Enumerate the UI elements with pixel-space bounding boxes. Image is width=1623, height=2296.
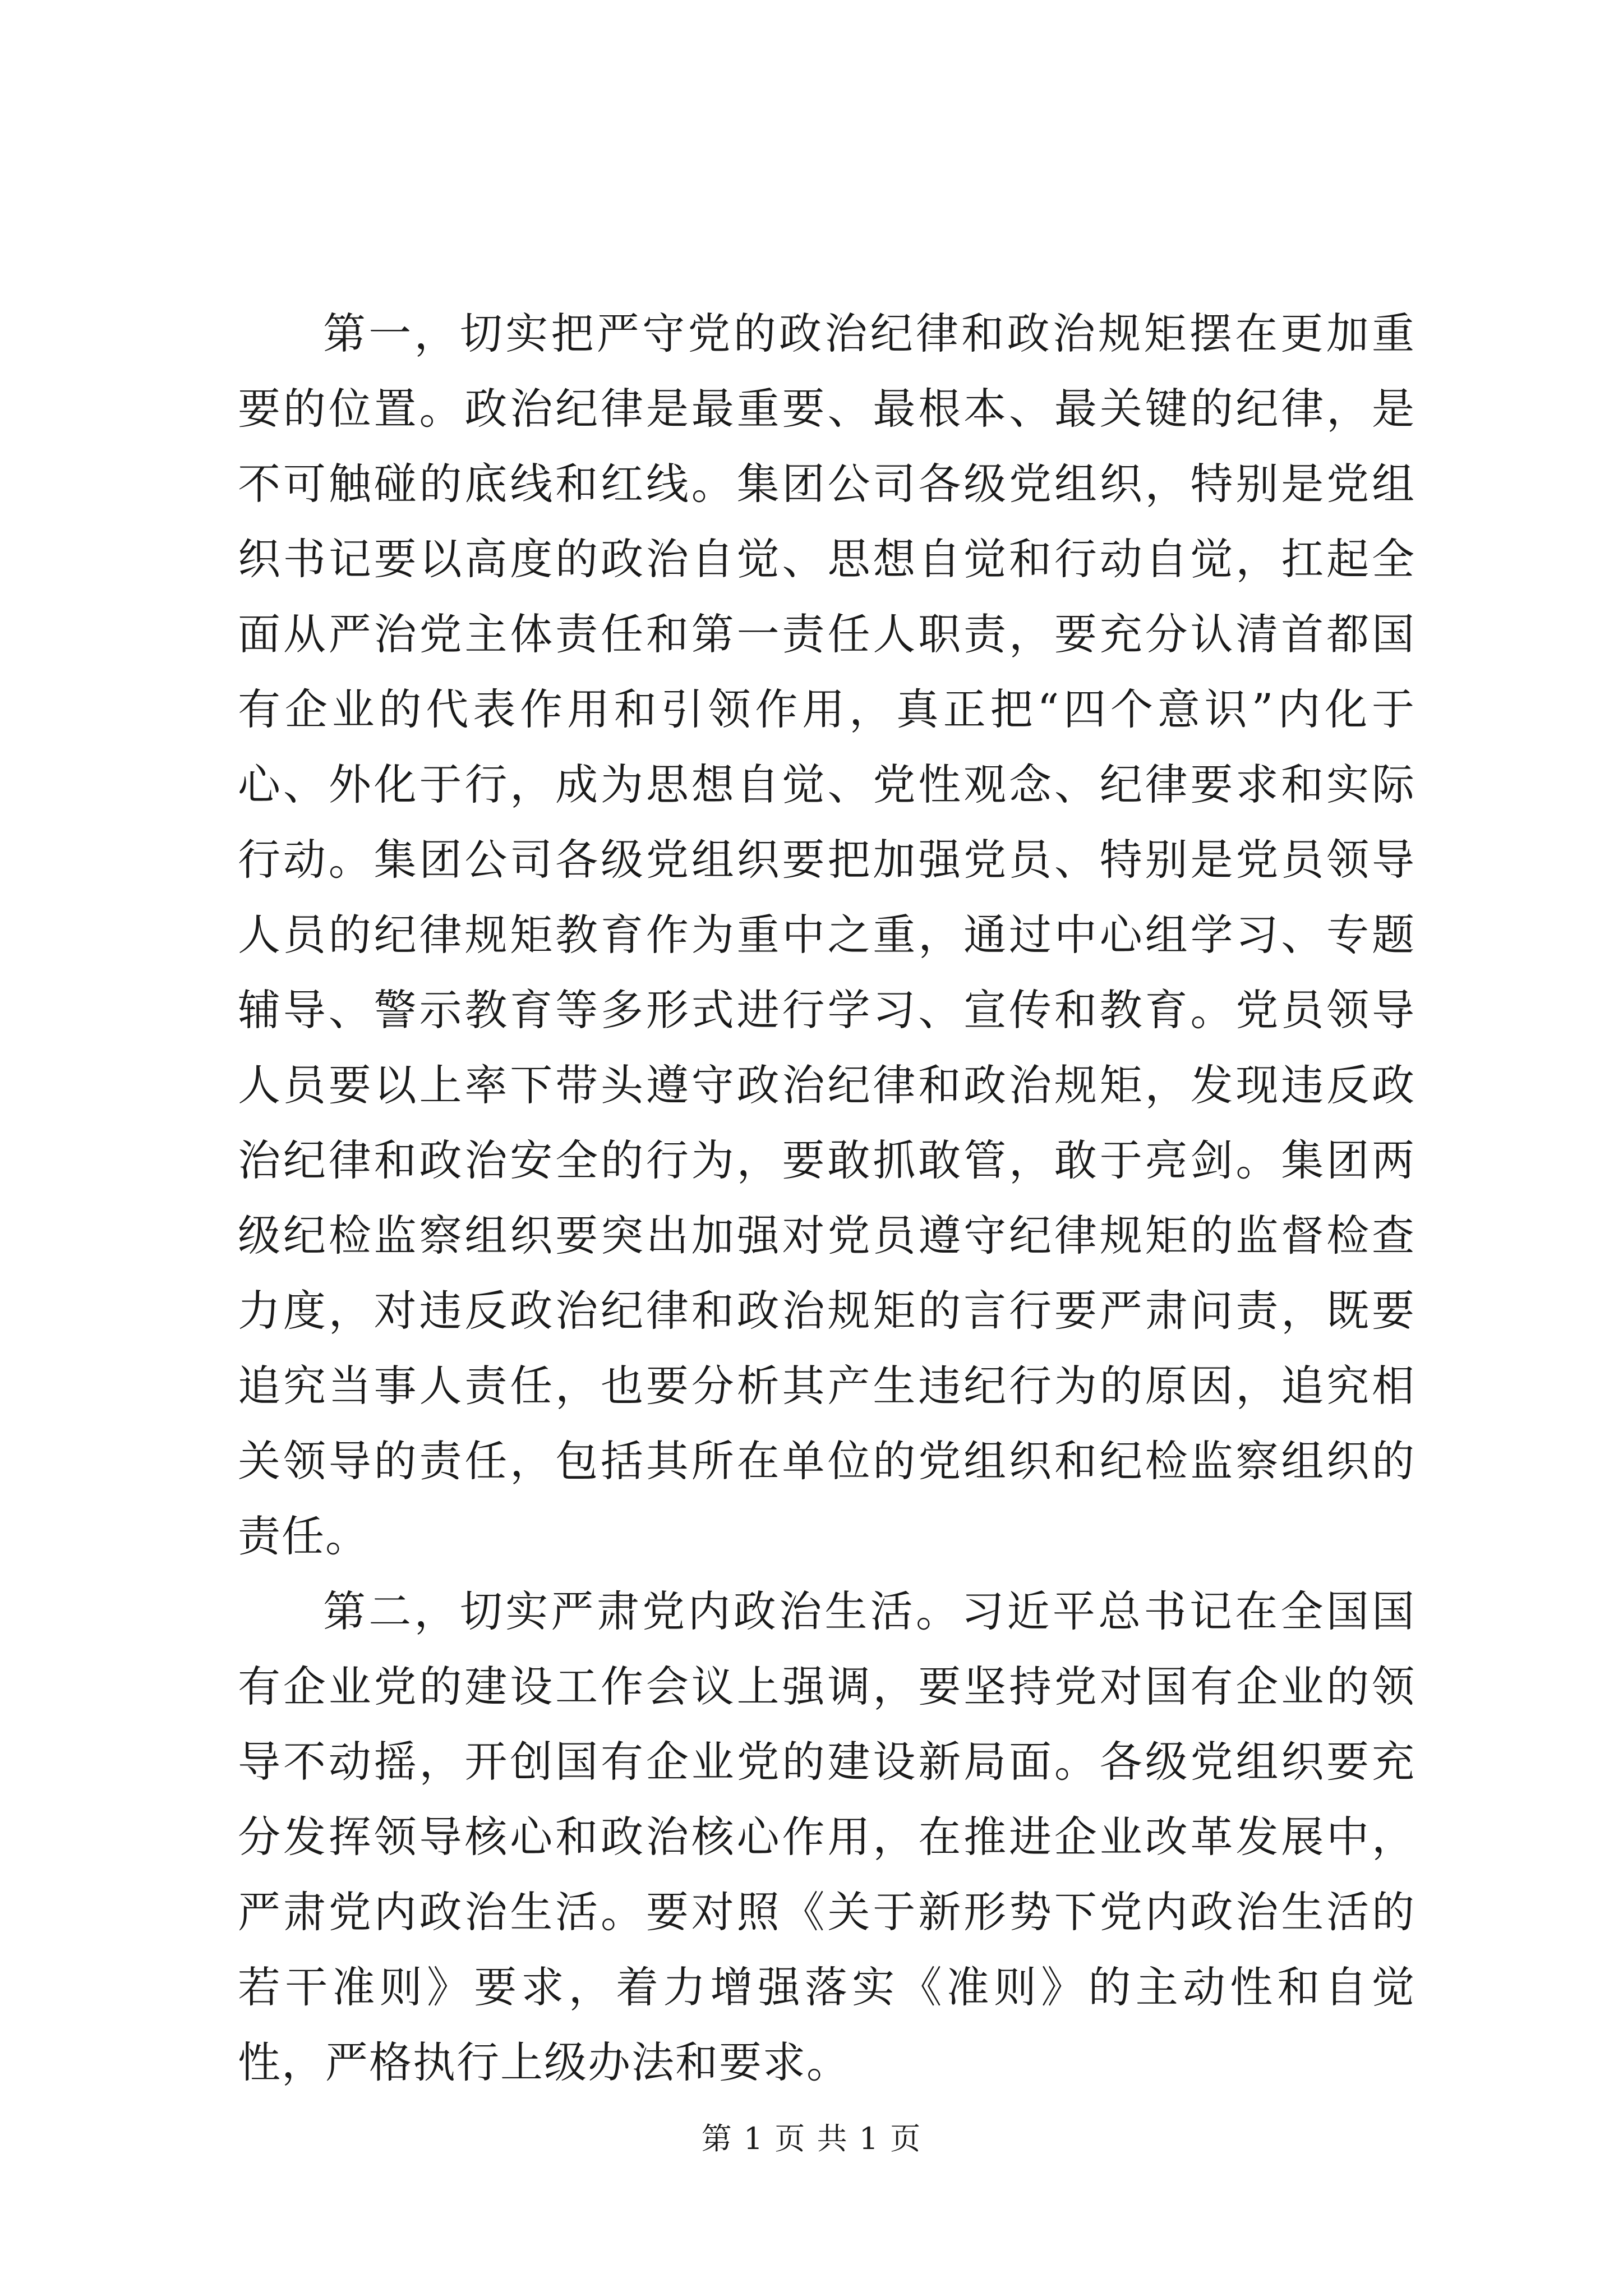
paragraph-1: 第一，切实把严守党的政治纪律和政治规矩摆在更加重要的位置。政治纪律是最重要、最根本、最关键的纪律，是不可触碰的底线和红线。集团公司各级党组织，特别是党组织书记要以高度的政治自觉、思想自觉和行动自觉，扛起全面从严治党主体责任和第一责任人职责，要充分认清首都国有企业的代表作用和引领作用，真正把“四个意识”内化于心、外化于行，成为思想自觉、党性观念、纪律要求和实际行动。集团公司各级党组织要把加强党员、特别是党员领导人员的纪律规矩教育作为重中之重，通过中心组学习、专题辅导、警示教育等多形式进行学习、宣传和教育。党员领导人员要以上率下带头遵守政治纪律和政治规矩，发现违反政治纪律和政治安全的行为，要敢抓敢管，敢于亮剑。集团两级纪检监察组织要突出加强对党员遵守纪律规矩的监督检查力度，对违反政治纪律和政治规矩的言行要严肃问责，既要追究当事人责任，也要分析其产生违纪行为的原因，追究相关领导的责任，包括其所在单位的党组织和纪检监察组织的责任。: [238, 309, 1415, 1561]
paragraph-2: 第二，切实严肃党内政治生活。习近平总书记在全国国有企业党的建设工作会议上强调，要坚持党对国有企业的领导不动摇，开创国有企业党的建设新局面。各级党组织要充分发挥领导核心和政治核心作用，在推进企业改革发展中，严肃党内政治生活。要对照《关于新形势下党内政治生活的若干准则》要求，着力增强落实《准则》的主动性和自觉性，严格执行上级办法和要求。: [238, 1586, 1415, 2087]
page-footer: 第 1 页 共 1 页: [701, 2121, 922, 2156]
document-body: [238, 296, 1415, 2100]
